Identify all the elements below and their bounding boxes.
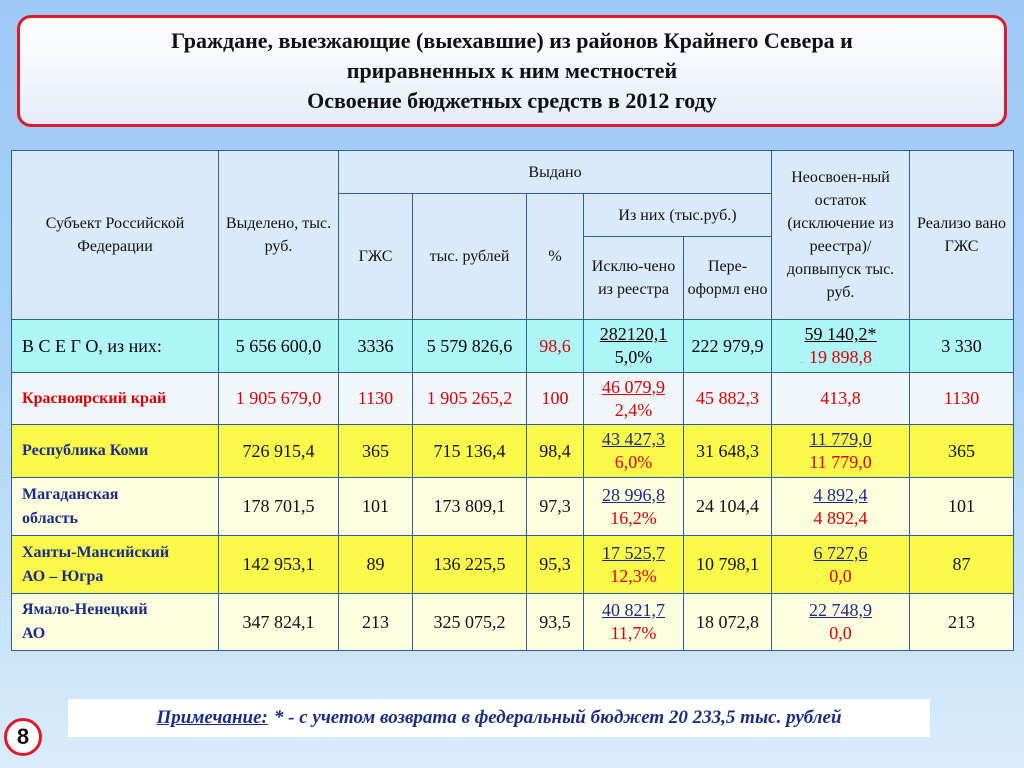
cell-gzhs: 89: [339, 536, 413, 594]
cell-reissued: 10 798,1: [684, 536, 772, 594]
excluded-amount: 28 996,8: [602, 484, 665, 505]
header-unused: Неосвоен-ный остаток (исключение из реестра)/ допвыпуск тыс. руб.: [772, 151, 910, 320]
title-line-3: Освоение бюджетных средств в 2012 году: [307, 88, 717, 113]
subject-line-2: АО – Югра: [22, 567, 104, 585]
cell-reissued: 222 979,9: [684, 320, 772, 373]
excluded-share: 6,0%: [614, 452, 653, 472]
cell-excluded: [584, 594, 684, 651]
cell-thousand: 173 809,1: [413, 478, 527, 536]
header-of-them: Из них (тыс.руб.): [584, 194, 772, 237]
table-row-total: [12, 320, 1014, 373]
cell-reissued: 31 648,3: [684, 425, 772, 478]
excluded-share: 12,3%: [610, 565, 657, 586]
cell-percent: 95,3: [527, 536, 584, 594]
cell-unused: [772, 536, 910, 594]
footnote-text: * - с учетом возврата в федеральный бюджет 20 233,5 тыс. рублей: [273, 707, 842, 728]
header-allocated: Выделено, тыс. руб.: [219, 151, 339, 320]
excluded-amount: 17 525,7: [602, 542, 665, 563]
cell-allocated: 347 824,1: [219, 594, 339, 651]
cell-unused: [772, 320, 910, 373]
cell-percent: 98,4: [527, 425, 584, 478]
cell-subject: Красноярский край: [12, 373, 219, 425]
cell-gzhs: 3336: [339, 320, 413, 373]
subject-line-1: Ханты-Мансийский: [22, 543, 170, 561]
cell-subject: В С Е Г О, из них:: [12, 320, 219, 373]
header-excluded: Исклю-чено из реестра: [584, 237, 684, 320]
cell-realized: 365: [910, 425, 1014, 478]
cell-reissued: 24 104,4: [684, 478, 772, 536]
unused-extra: 19 898,8: [809, 347, 873, 367]
excluded-amount: 46 079,9: [602, 376, 665, 397]
title-line-1: Граждане, выезжающие (выехавшие) из районов Крайнего Севера и: [171, 28, 853, 53]
cell-realized: 1130: [910, 373, 1014, 425]
cell-realized: 101: [910, 478, 1014, 536]
excluded-share: 11,7%: [610, 623, 657, 643]
unused-extra: 0,0: [829, 565, 852, 586]
subject-line-2: АО: [22, 625, 46, 642]
cell-realized: 3 330: [910, 320, 1014, 373]
cell-reissued: 45 882,3: [684, 373, 772, 425]
header-reissued: Пере-оформл ено: [684, 237, 772, 320]
unused-amount: 22 748,9: [809, 600, 873, 620]
cell-allocated: 178 701,5: [219, 478, 339, 536]
cell-allocated: 726 915,4: [219, 425, 339, 478]
cell-unused: 413,8: [772, 373, 910, 425]
page-number-badge: [4, 718, 42, 756]
budget-table: [11, 150, 1014, 651]
cell-excluded: [584, 536, 684, 594]
cell-allocated: 5 656 600,0: [219, 320, 339, 373]
unused-amount: 6 727,6: [813, 542, 868, 563]
excluded-share: 5,0%: [614, 347, 653, 367]
page-number: 8: [16, 724, 30, 749]
cell-unused: [772, 594, 910, 651]
unused-amount: 4 892,4: [813, 484, 868, 505]
unused-amount: 11 779,0: [809, 429, 872, 449]
cell-subject: [12, 594, 219, 651]
cell-thousand: 325 075,2: [413, 594, 527, 651]
cell-percent: 97,3: [527, 478, 584, 536]
header-percent: %: [527, 194, 584, 320]
header-subject: Субъект Российской Федерации: [12, 151, 219, 320]
excluded-share: 16,2%: [610, 507, 657, 528]
cell-allocated: 142 953,1: [219, 536, 339, 594]
table-row: [12, 373, 1014, 425]
table-row: [12, 425, 1014, 478]
cell-excluded: [584, 373, 684, 425]
cell-unused: [772, 478, 910, 536]
table-row: [12, 536, 1014, 594]
subject-line-1: Ямало-Ненецкий: [22, 601, 148, 618]
cell-subject: Республика Коми: [12, 425, 219, 478]
cell-unused: [772, 425, 910, 478]
unused-amount: 59 140,2*: [804, 324, 877, 344]
header-thousand-rub: тыс. рублей: [413, 194, 527, 320]
cell-gzhs: 213: [339, 594, 413, 651]
cell-thousand: 136 225,5: [413, 536, 527, 594]
cell-excluded: [584, 425, 684, 478]
title-line-2: приравненных к ним местностей: [346, 58, 678, 83]
table-row: [12, 478, 1014, 536]
cell-subject: [12, 536, 219, 594]
footnote: [68, 699, 930, 737]
subject-line-1: Магаданская: [22, 485, 119, 503]
cell-gzhs: 101: [339, 478, 413, 536]
cell-realized: 87: [910, 536, 1014, 594]
excluded-amount: 40 821,7: [602, 600, 665, 620]
cell-percent: 98,6: [527, 320, 584, 373]
table-row: [12, 594, 1014, 651]
excluded-amount: 43 427,3: [602, 429, 665, 449]
excluded-share: 2,4%: [614, 399, 653, 420]
cell-gzhs: 1130: [339, 373, 413, 425]
header-gzhs: ГЖС: [339, 194, 413, 320]
cell-percent: 100: [527, 373, 584, 425]
cell-excluded: [584, 478, 684, 536]
cell-thousand: 5 579 826,6: [413, 320, 527, 373]
cell-thousand: 1 905 265,2: [413, 373, 527, 425]
subject-line-2: область: [22, 509, 78, 527]
cell-thousand: 715 136,4: [413, 425, 527, 478]
header-realized: Реализо вано ГЖС: [910, 151, 1014, 320]
unused-extra: 0,0: [829, 623, 852, 643]
unused-extra: 11 779,0: [809, 452, 872, 472]
unused-extra: 4 892,4: [813, 507, 868, 528]
cell-allocated: 1 905 679,0: [219, 373, 339, 425]
cell-subject: [12, 478, 219, 536]
excluded-amount: 282120,1: [599, 324, 668, 344]
header-issued: Выдано: [339, 151, 772, 194]
slide-title: [17, 15, 1007, 127]
footnote-label: Примечание:: [156, 707, 268, 728]
cell-percent: 93,5: [527, 594, 584, 651]
cell-realized: 213: [910, 594, 1014, 651]
cell-reissued: 18 072,8: [684, 594, 772, 651]
cell-excluded: [584, 320, 684, 373]
cell-gzhs: 365: [339, 425, 413, 478]
